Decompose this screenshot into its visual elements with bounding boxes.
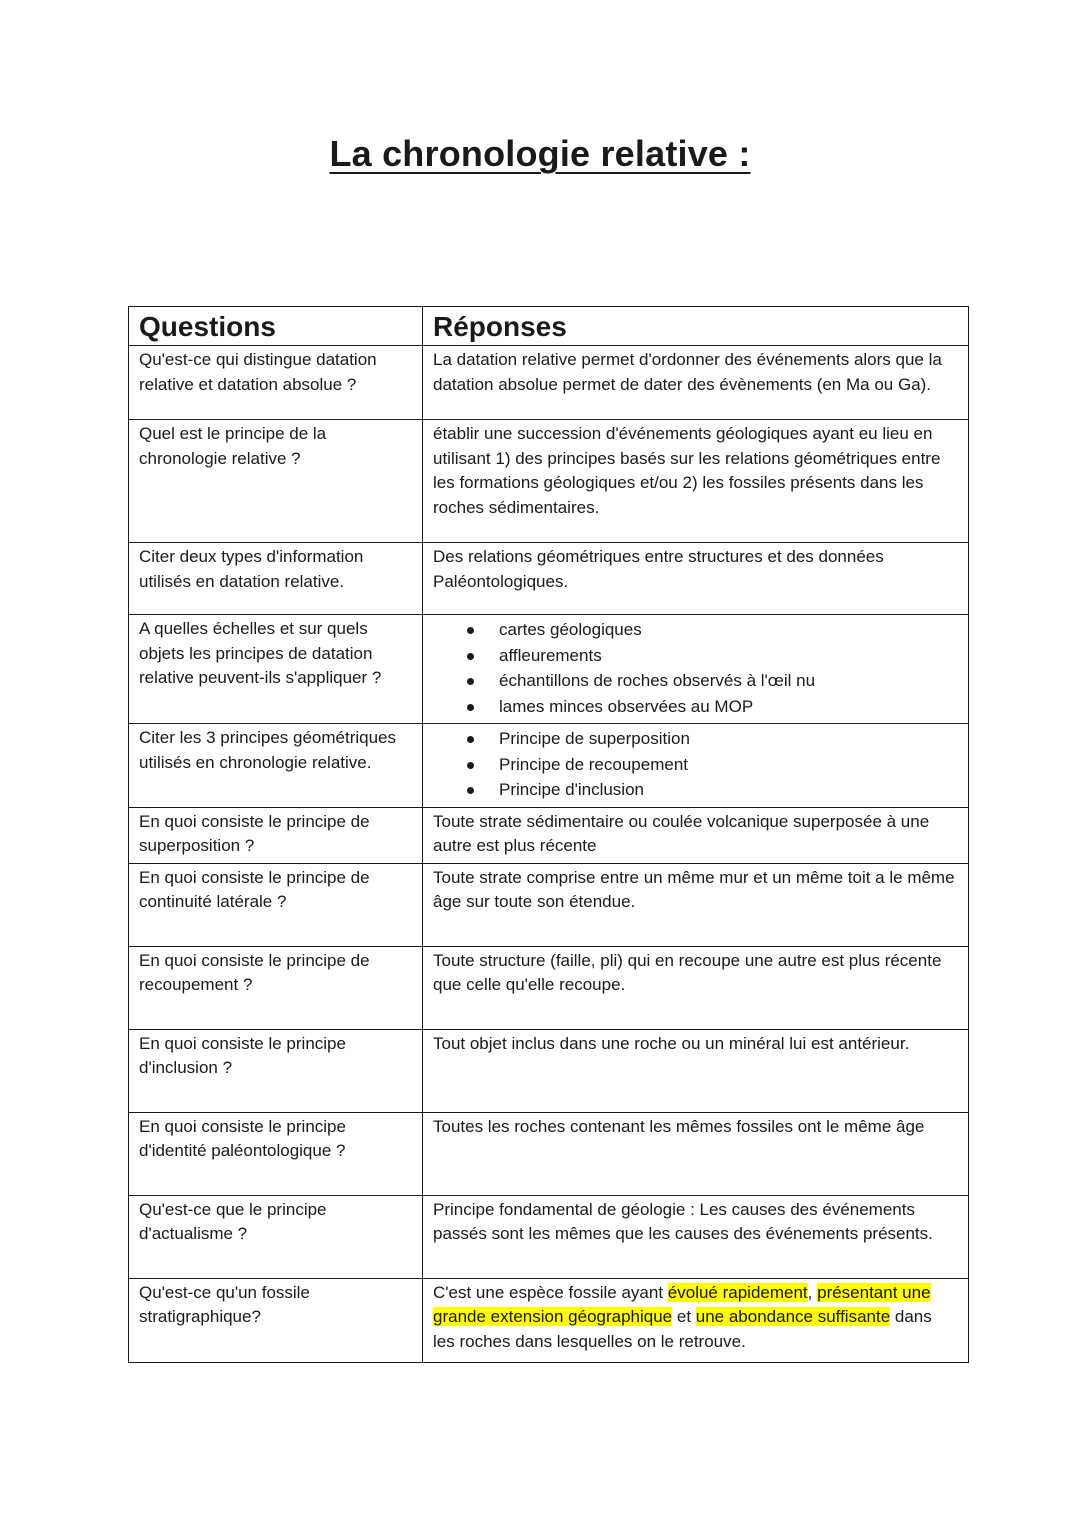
table-row (129, 807, 969, 863)
bullet-list (433, 617, 958, 719)
table-row (129, 1195, 969, 1278)
answer-cell: établir une succession d'événements géologiques ayant eu lieu en utilisant 1) des principes basés sur les relations géométriques entre les formations géologiques et/ou 2) les fossiles présents dans les roches sédimentaires. (423, 420, 969, 543)
highlighted-text: évolué rapidement (667, 1282, 808, 1302)
question-cell: Citer les 3 principes géométriques utilisés en chronologie relative. (129, 724, 423, 808)
question-cell: En quoi consiste le principe de continuité latérale ? (129, 863, 423, 946)
answer-cell: La datation relative permet d'ordonner des événements alors que la datation absolue permet de dater des évènements (en Ma ou Ga). (423, 346, 969, 420)
question-cell: En quoi consiste le principe de superposition ? (129, 807, 423, 863)
list-item: Principe de superposition (499, 726, 958, 752)
question-cell: En quoi consiste le principe d'inclusion ? (129, 1029, 423, 1112)
table-row (129, 346, 969, 420)
highlighted-text: présentant une grande extension géographique (433, 1282, 931, 1326)
list-item: cartes géologiques (499, 617, 958, 643)
question-cell: A quelles échelles et sur quels objets les principes de datation relative peuvent-ils s'appliquer ? (129, 615, 423, 724)
page-title: La chronologie relative : (329, 133, 751, 174)
table-row (129, 420, 969, 543)
table-header-row (129, 307, 969, 346)
table-row (129, 1112, 969, 1195)
question-cell: Qu'est-ce qu'un fossile stratigraphique? (129, 1278, 423, 1362)
list-item: échantillons de roches observés à l'œil nu (499, 668, 958, 694)
question-cell: En quoi consiste le principe d'identité paléontologique ? (129, 1112, 423, 1195)
answer-cell: Toute strate sédimentaire ou coulée volcanique superposée à une autre est plus récente (423, 807, 969, 863)
list-item: Principe d'inclusion (499, 777, 958, 803)
answer-text: , (807, 1282, 818, 1302)
answer-cell: Tout objet inclus dans une roche ou un minéral lui est antérieur. (423, 1029, 969, 1112)
answer-cell: Toutes les roches contenant les mêmes fossiles ont le même âge (423, 1112, 969, 1195)
table-row (129, 1029, 969, 1112)
table-row (129, 946, 969, 1029)
answer-cell (423, 1278, 969, 1362)
column-header-answers: Réponses (423, 307, 969, 346)
list-item: affleurements (499, 643, 958, 669)
answer-cell (423, 615, 969, 724)
answer-cell: Principe fondamental de géologie : Les causes des événements passés sont les mêmes que les causes des événements présents. (423, 1195, 969, 1278)
table-row (129, 543, 969, 615)
list-item: Principe de recoupement (499, 752, 958, 778)
column-header-questions: Questions (129, 307, 423, 346)
question-cell: En quoi consiste le principe de recoupement ? (129, 946, 423, 1029)
answer-cell: Des relations géométriques entre structures et des données Paléontologiques. (423, 543, 969, 615)
table-row (129, 863, 969, 946)
question-cell: Qu'est-ce qui distingue datation relative et datation absolue ? (129, 346, 423, 420)
qa-table (128, 306, 969, 1363)
table-row (129, 1278, 969, 1362)
question-cell: Qu'est-ce que le principe d'actualisme ? (129, 1195, 423, 1278)
bullet-list (433, 726, 958, 803)
answer-cell (423, 724, 969, 808)
question-cell: Citer deux types d'information utilisés en datation relative. (129, 543, 423, 615)
list-item: lames minces observées au MOP (499, 694, 958, 720)
table-row (129, 724, 969, 808)
question-cell: Quel est le principe de la chronologie relative ? (129, 420, 423, 543)
highlighted-text: une abondance suffisante (695, 1307, 891, 1326)
table-row (129, 615, 969, 724)
answer-cell: Toute structure (faille, pli) qui en recoupe une autre est plus récente que celle qu'elle recoupe. (423, 946, 969, 1029)
answer-text: C'est une espèce fossile ayant (433, 1282, 668, 1302)
answer-text: dans les roches dans lesquelles on le retrouve. (433, 1307, 932, 1351)
answer-text: et (672, 1307, 696, 1326)
answer-cell: Toute strate comprise entre un même mur et un même toit a le même âge sur toute son étendue. (423, 863, 969, 946)
